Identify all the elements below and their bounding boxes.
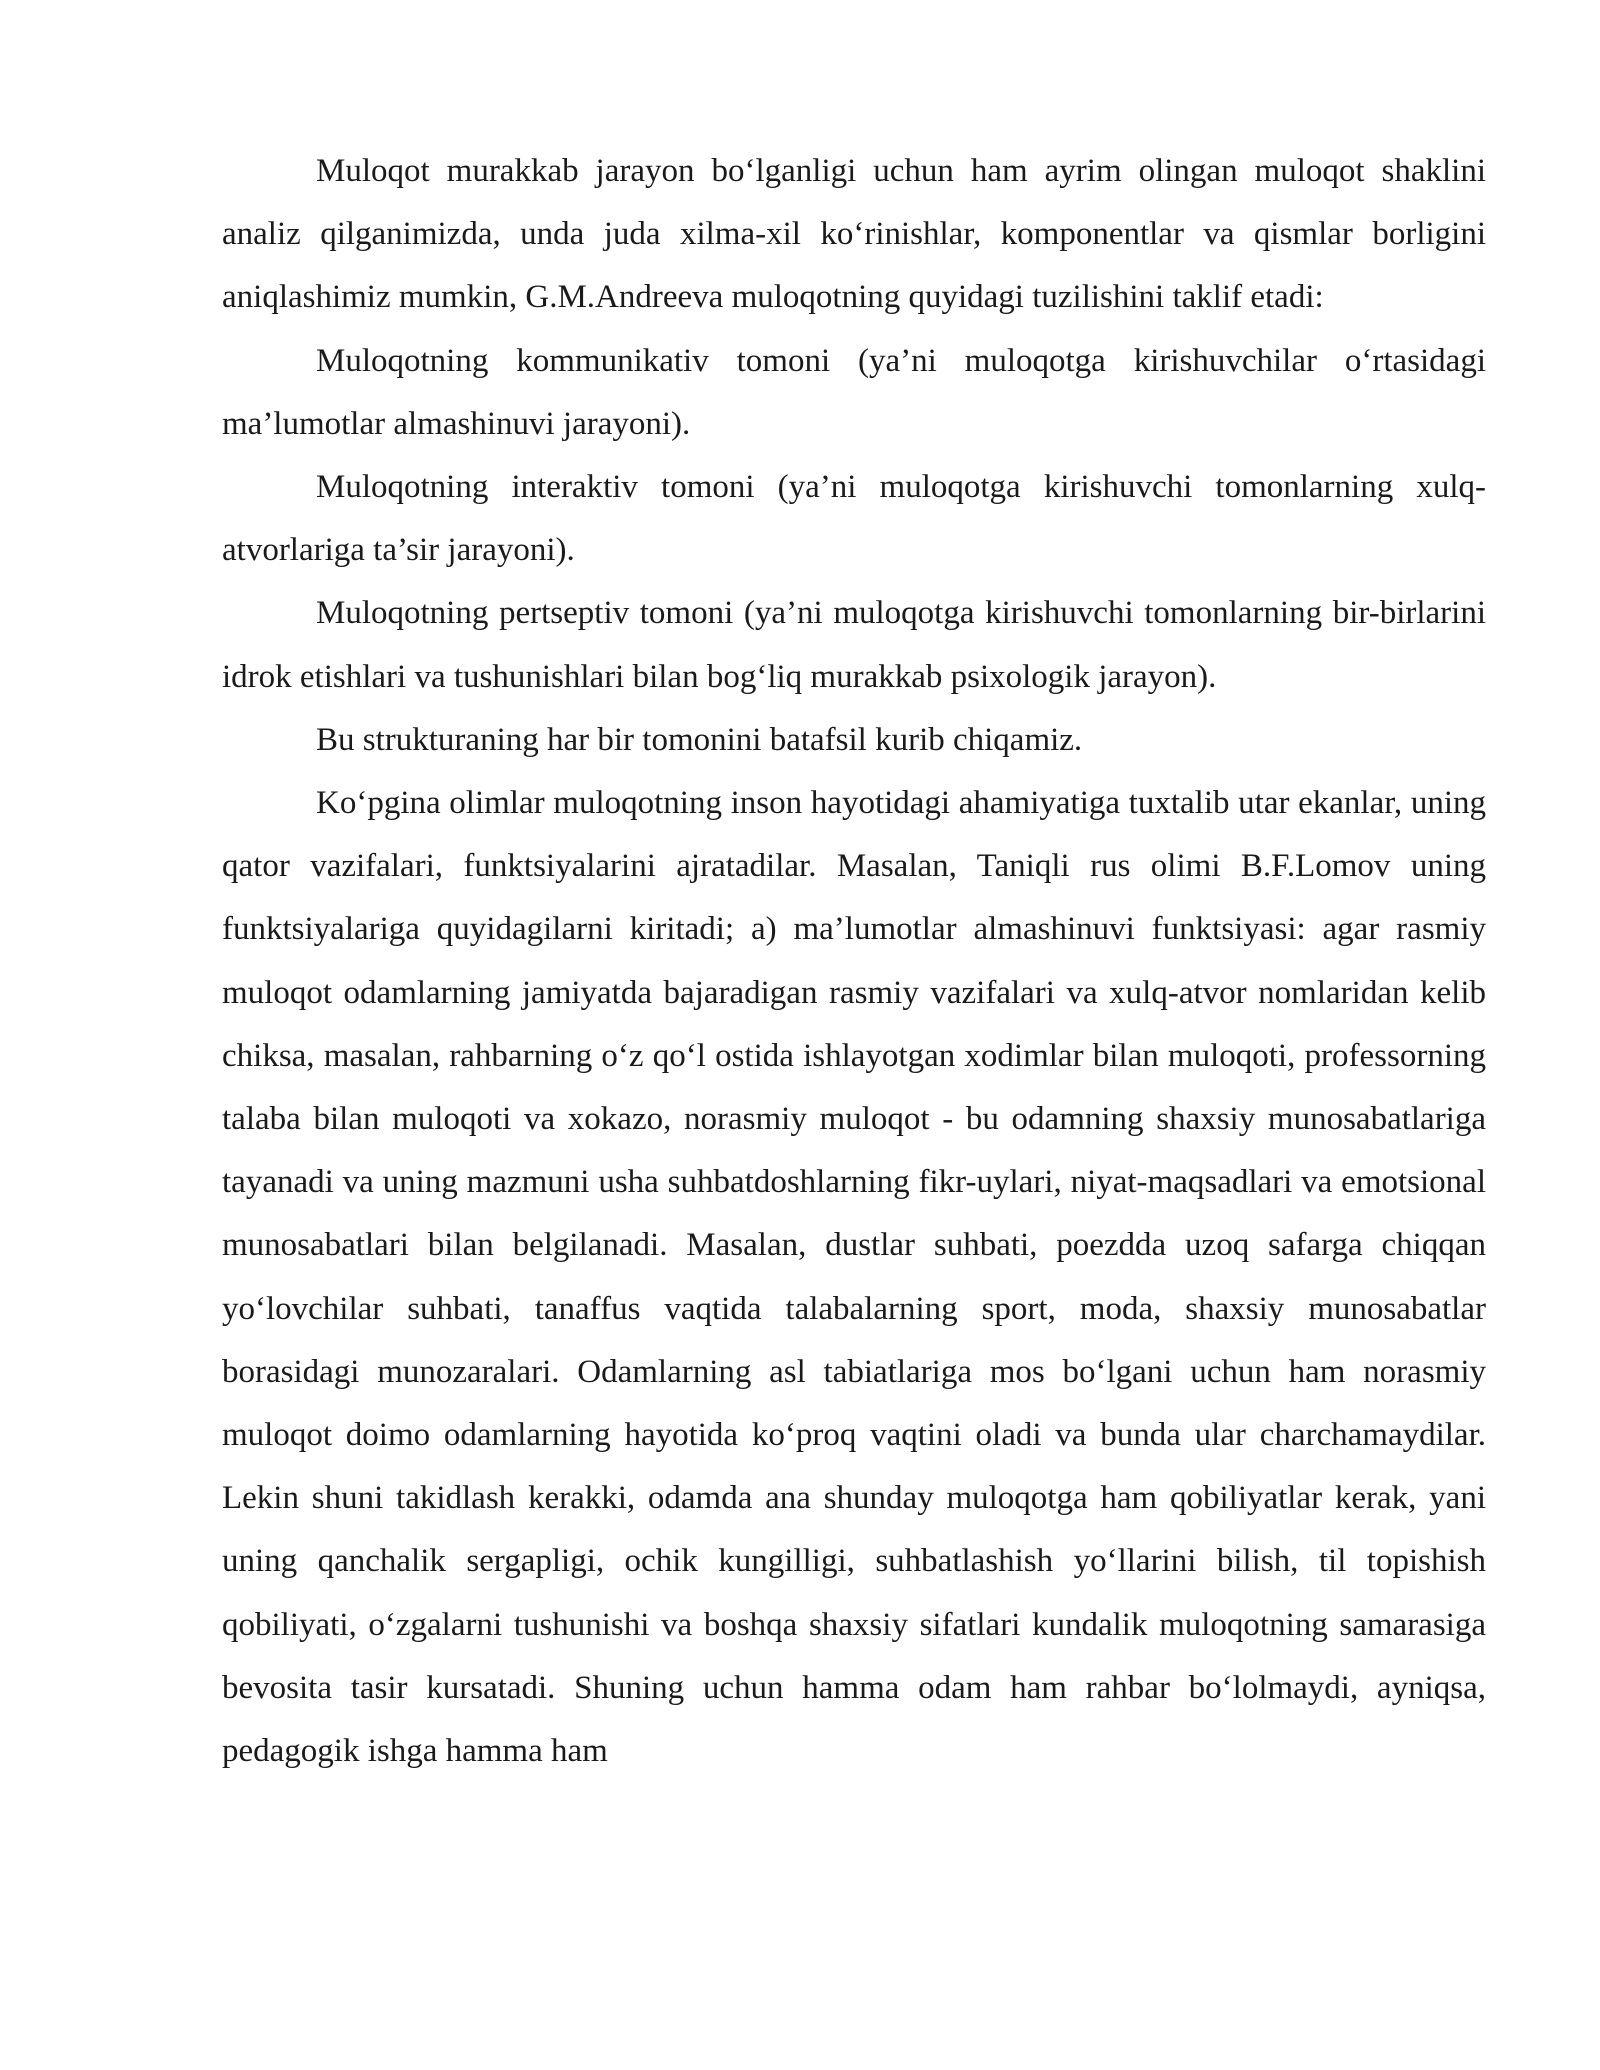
paragraph-structure-review: Bu strukturaning har bir tomonini batafsil kurib chiqamiz.: [316, 721, 1083, 758]
paragraph-perceptive-side: Muloqotning pertseptiv tomoni (ya’ni muloqotga kirishuvchi tomonlarning bir-birlarini idrok etishlari va tushunishlari bilan bog‘liq murakkab psixologik jarayon).: [222, 595, 1486, 695]
paragraph-communicative-side: Muloqotning kommunikativ tomoni (ya’ni muloqotga kirishuvchilar o‘rtasidagi ma’lumotlar almashinuvi jarayoni).: [222, 342, 1486, 442]
document-body: [222, 140, 1486, 1783]
paragraph-structure-intro: Muloqot murakkab jarayon bo‘lganligi uchun ham ayrim olingan muloqot shaklini analiz qilganimizda, unda juda xilma-xil ko‘rinishlar, komponentlar va qismlar borligini aniqlashimiz mumkin, G.M.Andreeva muloqotning quyidagi tuzilishini taklif etadi:: [222, 153, 1486, 316]
paragraph-interactive-side: Muloqotning interaktiv tomoni (ya’ni muloqotga kirishuvchi tomonlarning xulq-atvorlariga ta’sir jarayoni).: [222, 469, 1486, 569]
paragraph-functions: Ko‘pgina olimlar muloqotning inson hayotidagi ahamiyatiga tuxtalib utar ekanlar, uning qator vazifalari, funktsiyalarini ajratadilar. Masalan, Taniqli rus olimi B.F.Lomov uning funktsiyalariga quyidagilarni kiritadi; a) ma’lumotlar almashinuvi funktsiyasi: agar rasmiy muloqot odamlarning jamiyatda bajaradigan rasmiy vazifalari va xulq-atvor nomlaridan kelib chiksa, masalan, rahbarning o‘z qo‘l ostida ishlayotgan xodimlar bilan muloqoti, professorning talaba bilan muloqoti va xokazo, norasmiy muloqot - bu odamning shaxsiy munosabatlariga tayanadi va uning mazmuni usha suhbatdoshlarning fikr-uylari, niyat-maqsadlari va emotsional munosabatlari bilan belgilanadi. Masalan, dustlar suhbati, poezdda uzoq safarga chiqqan yo‘lovchilar suhbati, tanaffus vaqtida talabalarning sport, moda, shaxsiy munosabatlar borasidagi munozaralari. Odamlarning asl tabiatlariga mos bo‘lgani uchun ham norasmiy muloqot doimo odamlarning hayotida ko‘proq vaqtini oladi va bunda ular charchamaydilar. Lekin shuni takidlash kerakki, odamda ana shunday muloqotga ham qobiliyatlar kerak, yani uning qanchalik sergapligi, ochik kungilligi, suhbatlashish yo‘llarini bilish, til topishish qobiliyati, o‘zgalarni tushunishi va boshqa shaxsiy sifatlari kundalik muloqotning samarasiga bevosita tasir kursatadi. Shuning uchun hamma odam ham rahbar bo‘lolmaydi, ayniqsa, pedagogik ishga hamma ham: [222, 785, 1486, 1770]
